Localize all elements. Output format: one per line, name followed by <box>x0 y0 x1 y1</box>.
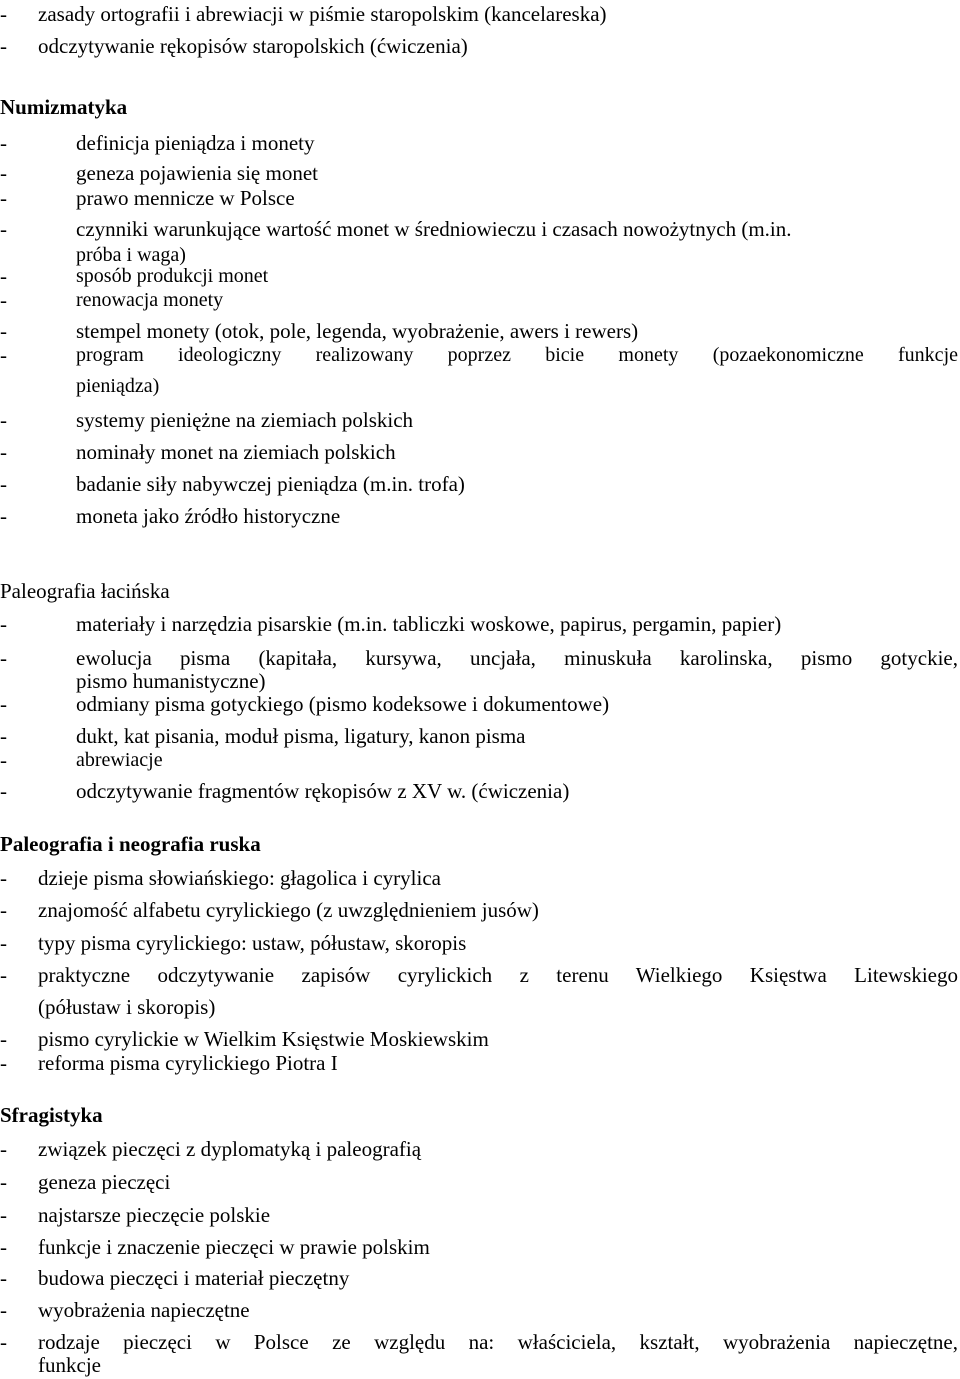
bullet-dash: - <box>0 161 7 185</box>
list-item: odmiany pisma gotyckiego (pismo kodeksowe i dokumentowe) <box>76 692 610 716</box>
list-item: geneza pojawienia się monet <box>76 161 318 185</box>
list-item: materiały i narzędzia pisarskie (m.in. tabliczki woskowe, papirus, pergamin, papier) <box>76 612 782 636</box>
list-item: geneza pieczęci <box>38 1170 171 1194</box>
list-item-continuation: pismo humanistyczne) <box>76 669 266 693</box>
list-item: najstarsze pieczęcie polskie <box>38 1203 271 1227</box>
list-item: funkcje i znaczenie pieczęci w prawie polskim <box>38 1235 430 1259</box>
bullet-dash: - <box>0 612 7 636</box>
list-item: wyobrażenia napieczętne <box>38 1298 250 1322</box>
bullet-dash: - <box>0 931 7 955</box>
list-item: budowa pieczęci i materiał pieczętny <box>38 1266 350 1290</box>
section-heading-paleografia-lacinska: Paleografia łacińska <box>0 579 170 603</box>
list-item: dzieje pisma słowiańskiego: głagolica i cyrylica <box>38 866 441 890</box>
list-item: pismo cyrylickie w Wielkim Księstwie Moskiewskim <box>38 1027 489 1051</box>
bullet-dash: - <box>0 748 7 772</box>
bullet-dash: - <box>0 440 7 464</box>
list-item: ewolucja pisma (kapitała, kursywa, uncjała, minuskuła karolinska, pismo gotyckie, <box>76 646 958 670</box>
bullet-dash: - <box>0 343 7 367</box>
list-item: moneta jako źródło historyczne <box>76 504 341 528</box>
bullet-dash: - <box>0 186 7 210</box>
list-item: związek pieczęci z dyplomatyką i paleografią <box>38 1137 422 1161</box>
list-item: badanie siły nabywczej pieniądza (m.in. trofa) <box>76 472 465 496</box>
bullet-dash: - <box>0 963 7 987</box>
section-heading-numizmatyka: Numizmatyka <box>0 95 128 119</box>
list-item: praktyczne odczytywanie zapisów cyrylickich z terenu Wielkiego Księstwa Litewskiego <box>38 963 958 987</box>
list-item: nominały monet na ziemiach polskich <box>76 440 396 464</box>
bullet-dash: - <box>0 1137 7 1161</box>
bullet-dash: - <box>0 898 7 922</box>
list-item: definicja pieniądza i monety <box>76 131 315 155</box>
list-item: systemy pieniężne na ziemiach polskich <box>76 408 414 432</box>
bullet-dash: - <box>0 504 7 528</box>
list-item-continuation: (półustaw i skoropis) <box>38 995 216 1019</box>
list-item-continuation: pieniądza) <box>76 375 160 397</box>
list-item: rodzaje pieczęci w Polsce ze względu na: właściciela, kształt, wyobrażenia napieczętne, <box>38 1330 958 1354</box>
list-item: abrewiacje <box>76 749 163 771</box>
bullet-dash: - <box>0 1235 7 1259</box>
bullet-dash: - <box>0 1203 7 1227</box>
bullet-dash: - <box>0 1170 7 1194</box>
bullet-dash: - <box>0 1330 7 1354</box>
bullet-dash: - <box>0 131 7 155</box>
bullet-dash: - <box>0 1266 7 1290</box>
bullet-dash: - <box>0 264 7 288</box>
list-item: program ideologiczny realizowany poprzez bicie monety (pozaekonomiczne funkcje <box>76 344 958 366</box>
bullet-dash: - <box>0 692 7 716</box>
list-item: renowacja monety <box>76 289 224 311</box>
bullet-dash: - <box>0 288 7 312</box>
list-item: odczytywanie rękopisów staropolskich (ćwiczenia) <box>38 34 468 58</box>
bullet-dash: - <box>0 2 7 26</box>
bullet-dash: - <box>0 646 7 670</box>
list-item: typy pisma cyrylickiego: ustaw, półustaw, skoropis <box>38 931 467 955</box>
section-heading-sfragistyka: Sfragistyka <box>0 1103 103 1127</box>
bullet-dash: - <box>0 472 7 496</box>
list-item: sposób produkcji monet <box>76 265 269 287</box>
bullet-dash: - <box>0 724 7 748</box>
list-item: reforma pisma cyrylickiego Piotra I <box>38 1051 338 1075</box>
list-item-continuation: funkcje <box>38 1353 101 1377</box>
bullet-dash: - <box>0 1051 7 1075</box>
bullet-dash: - <box>0 34 7 58</box>
list-item: stempel monety (otok, pole, legenda, wyobrażenie, awers i rewers) <box>76 319 639 343</box>
list-item: dukt, kat pisania, moduł pisma, ligatury, kanon pisma <box>76 724 526 748</box>
bullet-dash: - <box>0 866 7 890</box>
bullet-dash: - <box>0 217 7 241</box>
list-item: czynniki warunkujące wartość monet w średniowieczu i czasach nowożytnych (m.in. <box>76 217 792 241</box>
list-item: znajomość alfabetu cyrylickiego (z uwzględnieniem jusów) <box>38 898 539 922</box>
list-item: zasady ortografii i abrewiacji w piśmie staropolskim (kancelareska) <box>38 2 607 26</box>
bullet-dash: - <box>0 1027 7 1051</box>
bullet-dash: - <box>0 1298 7 1322</box>
bullet-dash: - <box>0 779 7 803</box>
list-item: prawo mennicze w Polsce <box>76 186 295 210</box>
list-item: odczytywanie fragmentów rękopisów z XV w. (ćwiczenia) <box>76 779 570 803</box>
bullet-dash: - <box>0 408 7 432</box>
list-item-continuation: próba i waga) <box>76 244 186 266</box>
section-heading-paleografia-ruska: Paleografia i neografia ruska <box>0 832 261 856</box>
bullet-dash: - <box>0 319 7 343</box>
